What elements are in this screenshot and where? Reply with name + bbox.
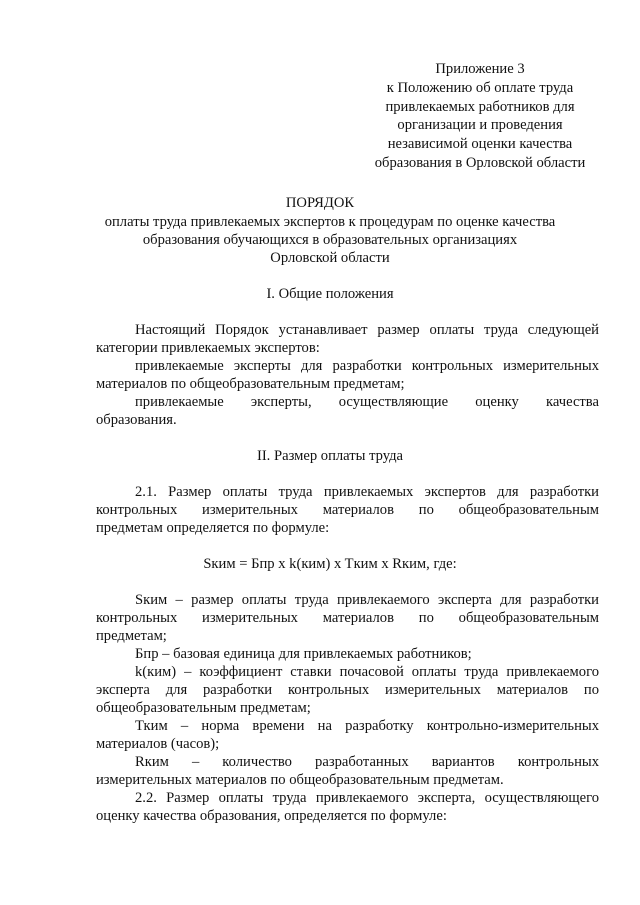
paragraph-line: Настоящий Порядок устанавливает размер оплаты труда следующей — [135, 322, 599, 338]
paragraph-line: материалов (часов); — [96, 736, 220, 752]
formula: Sким = Бпр x k(ким) x Tким x Rким, где: — [203, 556, 457, 572]
paragraph-line: образования. — [96, 412, 177, 428]
section-heading: II. Размер оплаты труда — [256, 448, 404, 464]
appendix-line: образования в Орловской области — [374, 155, 586, 171]
paragraph-line: Тким – норма времени на разработку контрольно-измерительных — [135, 718, 599, 734]
document-title: ПОРЯДОК — [285, 195, 355, 211]
paragraph-line: 2.1. Размер оплаты труда привлекаемых экспертов для разработки — [135, 484, 599, 500]
appendix-line: независимой оценки качества — [387, 136, 573, 152]
paragraph-line: Sким – размер оплаты труда привлекаемого эксперта для разработки — [135, 592, 599, 608]
appendix-line: к Положению об оплате труда — [386, 80, 574, 96]
paragraph-line: привлекаемые эксперты, осуществляющие оценку качества — [135, 394, 599, 410]
paragraph-line: оценку качества образования, определяется по формуле: — [96, 808, 447, 824]
paragraph-line: материалов по общеобразовательным предметам; — [96, 376, 405, 392]
section-heading: I. Общие положения — [266, 286, 394, 302]
subtitle-line: образования обучающихся в образовательных организациях — [142, 232, 518, 248]
appendix-line: Приложение 3 — [435, 61, 525, 77]
appendix-line: привлекаемых работников для — [385, 99, 575, 115]
paragraph-line: контрольных измерительных материалов по общеобразовательным — [96, 502, 599, 518]
paragraph-line: предметам; — [96, 628, 167, 644]
paragraph-line: измерительных материалов по общеобразовательным предметам. — [96, 772, 504, 788]
paragraph-line: общеобразовательным предметам; — [96, 700, 311, 716]
paragraph-line: предметам определяется по формуле: — [96, 520, 330, 536]
appendix-line: организации и проведения — [397, 117, 563, 133]
paragraph-line: Rким – количество разработанных вариантов контрольных — [135, 754, 599, 770]
paragraph-line: контрольных измерительных материалов по общеобразовательным — [96, 610, 599, 626]
paragraph-line: категории привлекаемых экспертов: — [96, 340, 320, 356]
paragraph-line: эксперта для разработки контрольных измерительных материалов по — [96, 682, 599, 698]
paragraph-line: k(ким) – коэффициент ставки почасовой оплаты труда привлекаемого — [135, 664, 599, 680]
paragraph-line: 2.2. Размер оплаты труда привлекаемого эксперта, осуществляющего — [135, 790, 599, 806]
paragraph-line: привлекаемые эксперты для разработки контрольных измерительных — [135, 358, 599, 374]
paragraph-line: Бпр – базовая единица для привлекаемых работников; — [135, 646, 472, 662]
subtitle-line: оплаты труда привлекаемых экспертов к процедурам по оценке качества — [104, 214, 556, 230]
subtitle-line: Орловской области — [270, 250, 390, 266]
